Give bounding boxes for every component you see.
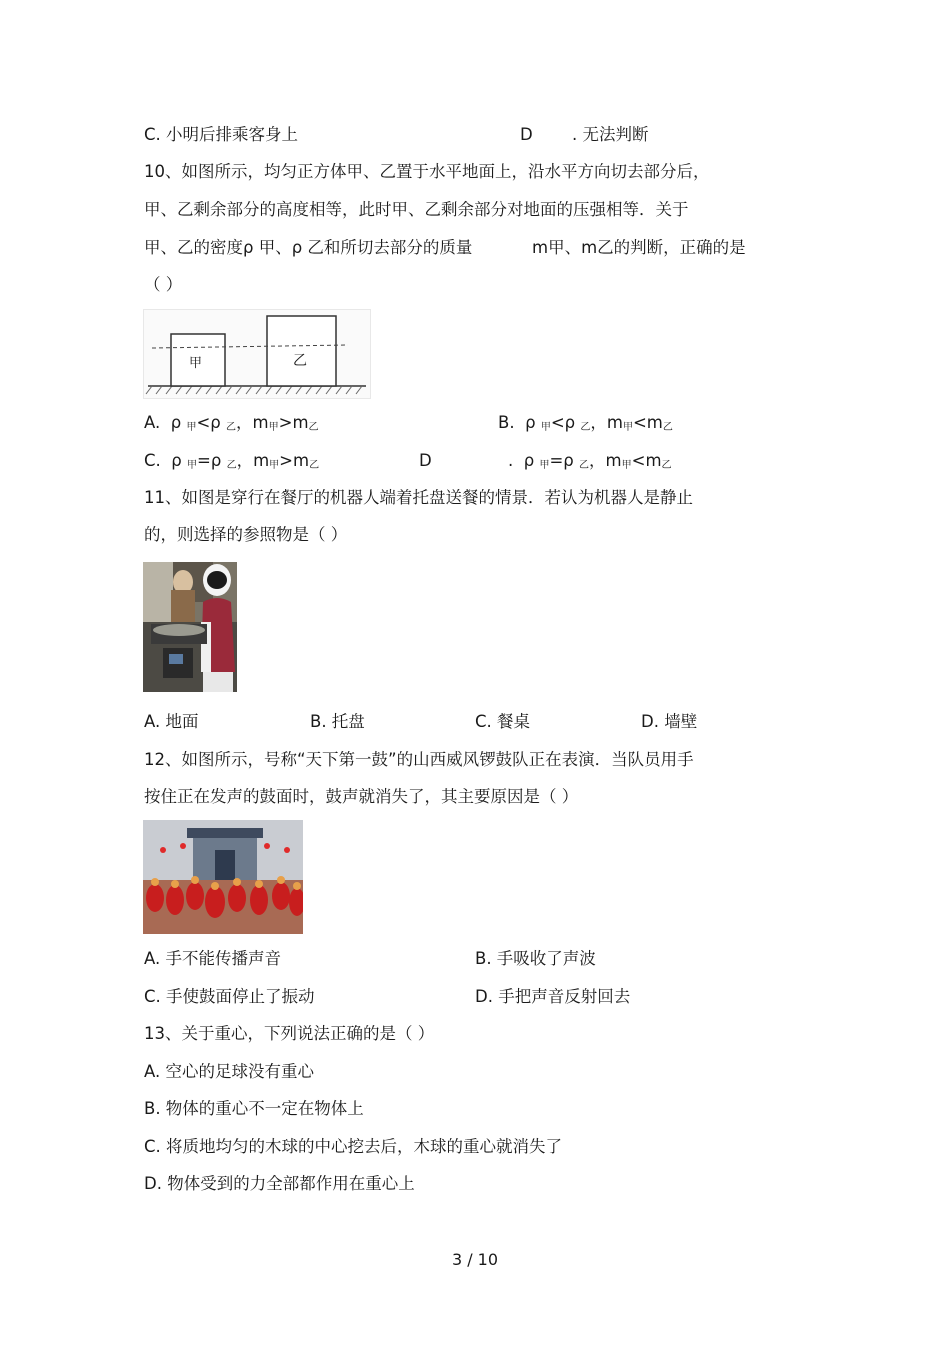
q10-option-b: B. ρ $_甲$<ρ $_乙$，$m_甲<m_乙$ <box>498 413 673 433</box>
q9-option-d-letter: D <box>520 125 533 144</box>
page-number: 3 / 10 <box>451 1250 499 1269</box>
label-jia: 甲 <box>189 356 203 371</box>
q13-option-b: B. 物体的重心不一定在物体上 <box>144 1099 364 1118</box>
q12-option-d: D. 手把声音反射回去 <box>475 987 631 1006</box>
q12-option-b: B. 手吸收了声波 <box>475 949 596 968</box>
q12-option-a: A. 手不能传播声音 <box>144 949 281 968</box>
q13-text-line-1: 13、关于重心，下列说法正确的是（ ） <box>144 1024 435 1043</box>
q11-option-d: D. 墙壁 <box>641 712 698 731</box>
q12-drum-photo <box>143 820 303 934</box>
robot-waiter-image <box>143 562 237 692</box>
q10-answer-paren: （ ） <box>144 275 183 294</box>
q10-text-line-3b: m甲、m乙的判断，正确的是 <box>532 238 746 257</box>
q13-option-a: A. 空心的足球没有重心 <box>144 1062 314 1081</box>
q11-text-line-2: 的，则选择的参照物是（ ） <box>144 525 348 544</box>
q10-text-line-3a: 甲、乙的密度ρ 甲、ρ 乙和所切去部分的质量 <box>144 238 473 257</box>
label-yi: 乙 <box>293 353 307 369</box>
q10-cubes-figure <box>143 309 371 399</box>
q12-option-c: C. 手使鼓面停止了振动 <box>144 987 315 1006</box>
q11-text-line-1: 11、如图是穿行在餐厅的机器人端着托盘送餐的情景．若认为机器人是静止 <box>144 488 693 507</box>
q11-option-a: A. 地面 <box>144 712 199 731</box>
q10-text-line-1: 10、如图所示，均匀正方体甲、乙置于水平地面上，沿水平方向切去部分后， <box>144 162 710 181</box>
q10-option-a: A. ρ $_甲$<ρ $_乙$，$m_甲>m_乙$ <box>144 413 319 433</box>
drum-troupe-image <box>143 820 303 934</box>
q10-option-c: C. ρ $_甲$=ρ $_乙$，$m_甲>m_乙$ <box>144 451 320 471</box>
q10-text-line-2: 甲、乙剩余部分的高度相等，此时甲、乙剩余部分对地面的压强相等．关于 <box>144 200 689 219</box>
q10-cubes-diagram <box>144 310 370 398</box>
q12-text-line-2: 按住正在发声的鼓面时，鼓声就消失了，其主要原因是（ ） <box>144 787 579 806</box>
q11-robot-photo <box>143 562 237 692</box>
q9-option-d-text: . 无法判断 <box>572 125 649 144</box>
q10-option-d-letter: D <box>419 451 432 470</box>
q12-text-line-1: 12、如图所示，号称“天下第一鼓”的山西威风锣鼓队正在表演．当队员用手 <box>144 750 694 769</box>
q11-option-b: B. 托盘 <box>310 712 365 731</box>
q13-option-d: D. 物体受到的力全部都作用在重心上 <box>144 1174 415 1193</box>
q9-option-c: C. 小明后排乘客身上 <box>144 125 299 144</box>
q10-option-d: . ρ $_甲$=ρ $_乙$，$m_甲<m_乙$ <box>508 451 672 471</box>
q13-option-c: C. 将质地均匀的木球的中心挖去后，木球的重心就消失了 <box>144 1137 563 1156</box>
q11-option-c: C. 餐桌 <box>475 712 531 731</box>
